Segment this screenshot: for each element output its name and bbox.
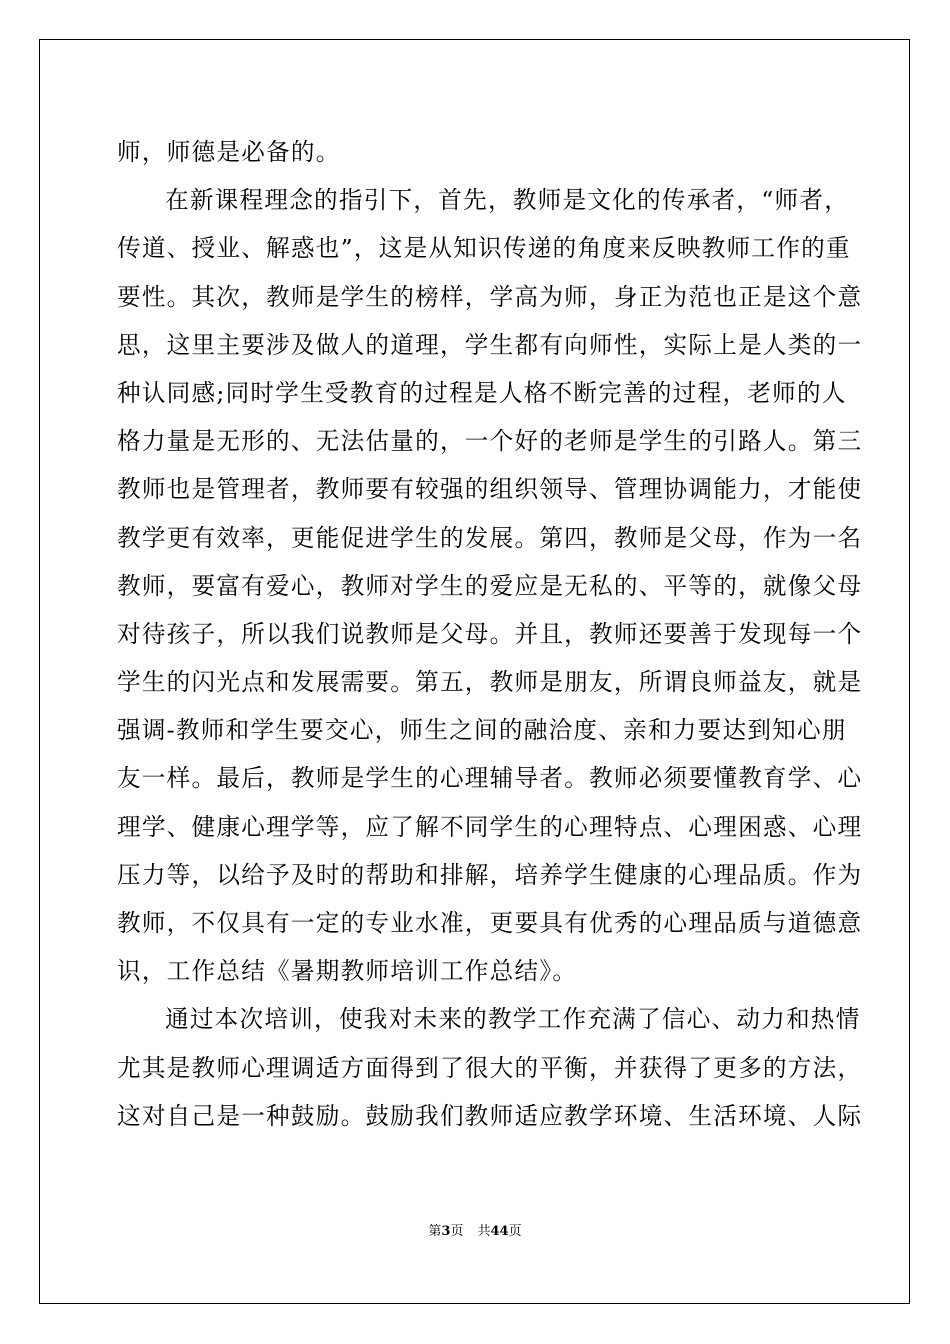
page-number: 3 xyxy=(441,1224,451,1239)
paragraph-start-line: 通过本次培训，使我对未来的教学工作充满了信心、动力和热情 xyxy=(165,1005,861,1034)
text-line: 思，这里主要涉及做人的道理，学生都有向师性，实际上是人类的一 xyxy=(117,330,863,359)
page-suffix: 页 xyxy=(450,1224,464,1239)
text-line: 要性。其次，教师是学生的榜样，学高为师，身正为范也正是这个意 xyxy=(117,282,863,311)
text-line: 识，工作总结《暑期教师培训工作总结》。 xyxy=(117,957,578,986)
text-line: 对待孩子，所以我们说教师是父母。并且，教师还要善于发现每一个 xyxy=(117,619,863,648)
text-line: 压力等，以给予及时的帮助和排解，培养学生健康的心理品质。作为 xyxy=(117,860,863,889)
text-line: 理学、健康心理学等，应了解不同学生的心理特点、心理困惑、心理 xyxy=(117,812,863,841)
text-line: 强调-教师和学生要交心，师生之间的融洽度、亲和力要达到知心朋 xyxy=(117,716,847,745)
paragraph-start-line: 在新课程理念的指引下，首先，教师是文化的传承者，“师者， xyxy=(165,186,850,215)
text-line: 教师，要富有爱心，教师对学生的爱应是无私的、平等的，就像父母 xyxy=(117,571,863,600)
total-suffix: 页 xyxy=(508,1224,522,1239)
total-pages: 44 xyxy=(490,1224,509,1239)
page-prefix: 第 xyxy=(428,1224,442,1239)
page-footer xyxy=(0,1220,950,1239)
text-line: 种认同感;同时学生受教育的过程是人格不断完善的过程，老师的人 xyxy=(117,378,847,407)
text-line: 师，师德是必备的。 xyxy=(117,138,341,166)
text-line: 格力量是无形的、无法估量的，一个好的老师是学生的引路人。第三 xyxy=(117,427,863,456)
text-line: 教师也是管理者，教师要有较强的组织领导、管理协调能力，才能使 xyxy=(117,475,863,504)
total-prefix: 共 xyxy=(477,1224,491,1239)
text-line: 友一样。最后，教师是学生的心理辅导者。教师必须要懂教育学、心 xyxy=(117,764,863,793)
text-line: 尤其是教师心理调适方面得到了很大的平衡，并获得了更多的方法， xyxy=(117,1053,863,1082)
document-body xyxy=(117,128,863,1140)
text-line: 教师，不仅具有一定的专业水准，更要具有优秀的心理品质与道德意 xyxy=(117,909,863,937)
text-line: 传道、授业、解惑也”，这是从知识传递的角度来反映教师工作的重 xyxy=(117,234,851,263)
text-line: 这对自己是一种鼓励。鼓励我们教师适应教学环境、生活环境、人际 xyxy=(117,1101,863,1130)
text-line: 教学更有效率，更能促进学生的发展。第四，教师是父母，作为一名 xyxy=(117,523,863,552)
text-line: 学生的闪光点和发展需要。第五，教师是朋友，所谓良师益友，就是 xyxy=(117,668,863,697)
